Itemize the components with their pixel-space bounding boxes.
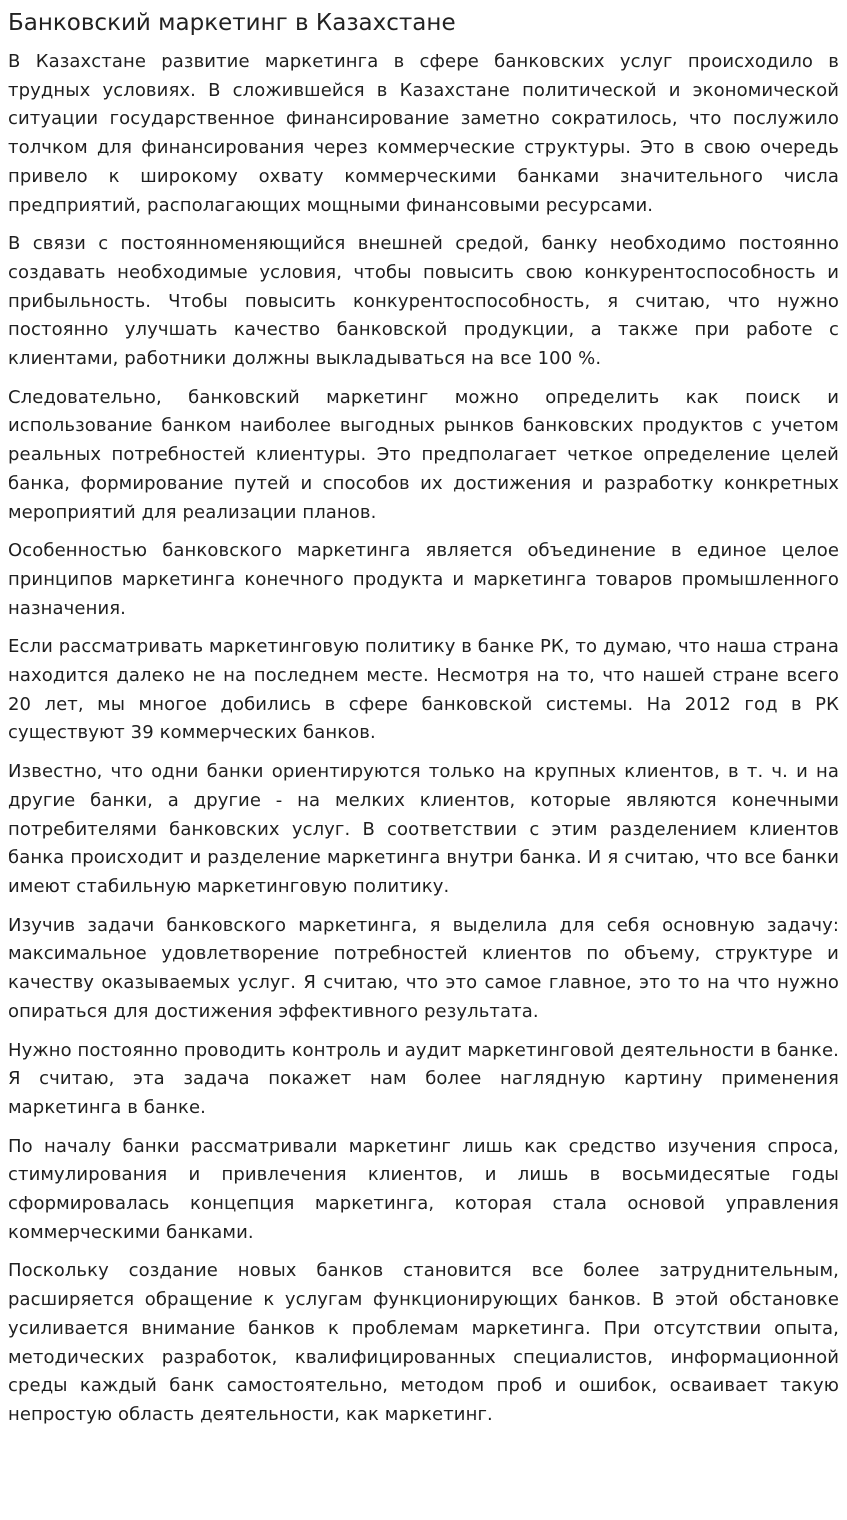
- paragraph-5: Если рассматривать маркетинговую политику в банке РК, то думаю, что наша страна находится далеко не на последнем месте. Несмотря на то, что нашей стране всего 20 лет, мы многое добились в сфере банковской системы. На 2012 год в РК существуют 39 коммерческих банков.: [8, 636, 839, 744]
- paragraph-7: Изучив задачи банковского маркетинга, я выделила для себя основную задачу: максимальное удовлетворение потребностей клиентов по объему, структуре и качеству оказываемых услуг. Я считаю, что это самое главное, это то на что нужно опираться для достижения эффективного результата.: [8, 914, 839, 1022]
- paragraph-2: В связи с постоянноменяющийся внешней средой, банку необходимо постоянно создавать необходимые условия, чтобы повысить свою конкурентоспособность и прибыльность. Чтобы повысить конкурентоспособность, я считаю, что нужно постоянно улучшать качество банковской продукции, а также при работе с клиентами, работники должны выкладываться на все 100 %.: [8, 233, 839, 370]
- page-title: Банковский маркетинг в Казахстане: [8, 10, 456, 36]
- paragraph-1: В Казахстане развитие маркетинга в сфере банковских услуг происходило в трудных условиях. В сложившейся в Казахстане политической и экономической ситуации государственное финансирование заметно сократилось, что послужило толчком для финансирования через коммерческие структуры. Это в свою очередь привело к широкому охвату коммерческими банками значительного числа предприятий, располагающих мощными финансовыми ресурсами.: [8, 51, 839, 216]
- paragraph-10: Поскольку создание новых банков становится все более затруднительным, расширяется обращение к услугам функционирующих банков. В этой обстановке усиливается внимание банков к проблемам маркетинга. При отсутствии опыта, методических разработок, квалифицированных специалистов, информационной среды каждый банк самостоятельно, методом проб и ошибок, осваивает такую непростую область деятельности, как маркетинг.: [8, 1260, 839, 1425]
- paragraph-6: Известно, что одни банки ориентируются только на крупных клиентов, в т. ч. и на другие банки, а другие - на мелких клиентов, которые являются конечными потребителями банковских услуг. В соответствии с этим разделением клиентов банка происходит и разделение маркетинга внутри банка. И я считаю, что все банки имеют стабильную маркетинговую политику.: [8, 761, 839, 897]
- paragraph-8: Нужно постоянно проводить контроль и аудит маркетинговой деятельности в банке. Я считаю, эта задача покажет нам более наглядную картину применения маркетинга в банке.: [8, 1039, 839, 1118]
- paragraph-9: По началу банки рассматривали маркетинг лишь как средство изучения спроса, стимулирования и привлечения клиентов, и лишь в восьмидесятые годы сформировалась концепция маркетинга, которая стала основой управления коммерческими банками.: [8, 1135, 839, 1243]
- paragraph-3: Следовательно, банковский маркетинг можно определить как поиск и использование банком наиболее выгодных рынков банковских продуктов с учетом реальных потребностей клиентуры. Это предполагает четкое определение целей банка, формирование путей и способов их достижения и разработку конкретных мероприятий для реализации планов.: [8, 386, 839, 523]
- paragraph-4: Особенностью банковского маркетинга является объединение в единое целое принципов маркетинга конечного продукта и маркетинга товаров промышленного назначения.: [8, 540, 839, 619]
